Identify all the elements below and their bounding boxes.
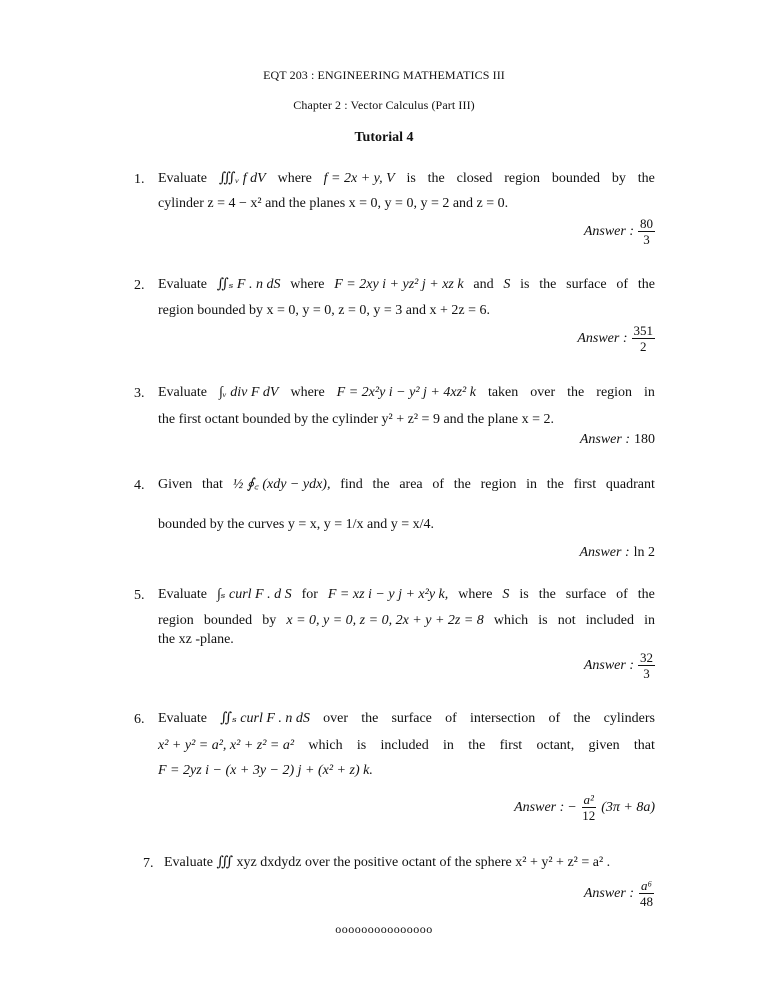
question-line: region bounded by x = 0, y = 0, z = 0, 2x + y + 2z = 8 which is not included in <box>158 613 655 628</box>
answer: Answer : − $\frac{\text{a²}}{12}$ (3π + 8a) <box>514 792 655 823</box>
answer: Answer : 180 <box>579 432 655 447</box>
question-line: Given that ½ ∮꜀ (xdy − ydx), find the area of the region in the first quadrant <box>158 477 655 492</box>
question-line: bounded by the curves y = x, y = 1/x and y = x/4. <box>158 517 435 532</box>
question-number: 2. <box>134 278 145 293</box>
question-number: 5. <box>134 588 145 603</box>
question-number: 4. <box>134 478 145 493</box>
course-title: EQT 203 : ENGINEERING MATHEMATICS III <box>263 68 505 82</box>
question-line: cylinder z = 4 − x² and the planes x = 0, y = 0, y = 2 and z = 0. <box>158 196 509 211</box>
answer: Answer : ln 2 <box>579 545 655 560</box>
question-number: 7. <box>143 856 154 871</box>
question-line: Evaluate ∭ xyz dxdydz over the positive octant of the sphere x² + y² + z² = a² . <box>164 855 611 870</box>
answer: Answer : $\frac{32}{3}$ <box>583 650 653 681</box>
chapter-title: Chapter 2 : Vector Calculus (Part III) <box>293 98 475 112</box>
answer: Answer : $\frac{351}{2}$ <box>577 323 653 354</box>
tutorial-title: Tutorial 4 <box>354 130 414 145</box>
question-line: the first octant bounded by the cylinder y² + z² = 9 and the plane x = 2. <box>158 412 554 427</box>
question-line: x² + y² = a², x² + z² = a² which is included in the first octant, given that <box>158 738 655 753</box>
question-line: the xz -plane. <box>158 632 234 647</box>
question-line: region bounded by x = 0, y = 0, z = 0, y = 3 and x + 2z = 6. <box>158 303 490 318</box>
question-number: 6. <box>134 712 145 727</box>
footer-marker: ooooooooooooooo <box>335 922 433 936</box>
question-line: F = 2yz i − (x + 3y − 2) j + (x² + z) k. <box>158 763 373 778</box>
question-line: Evaluate ∫ₛ curl F . d S for F = xz i − y j + x²y k, where S is the surface of the <box>158 587 655 602</box>
question-number: 3. <box>134 386 145 401</box>
question-number: 1. <box>134 172 145 187</box>
answer: Answer : $\frac{\text{a⁶}}{48}$ <box>583 878 653 909</box>
answer: Answer : $\frac{80}{3}$ <box>583 216 653 247</box>
question-line: Evaluate ∭ᵥ f dV where f = 2x + y, V is the closed region bounded by the <box>158 171 655 186</box>
question-line: Evaluate ∬ₛ curl F . n dS over the surface of intersection of the cylinders <box>158 711 655 726</box>
question-line: Evaluate ∬ₛ F . n dS where F = 2xy i + yz² j + xz k and S is the surface of the <box>158 277 655 292</box>
question-line: Evaluate ∫ᵥ div F dV where F = 2x²y i − y² j + 4xz² k taken over the region in <box>158 385 655 400</box>
